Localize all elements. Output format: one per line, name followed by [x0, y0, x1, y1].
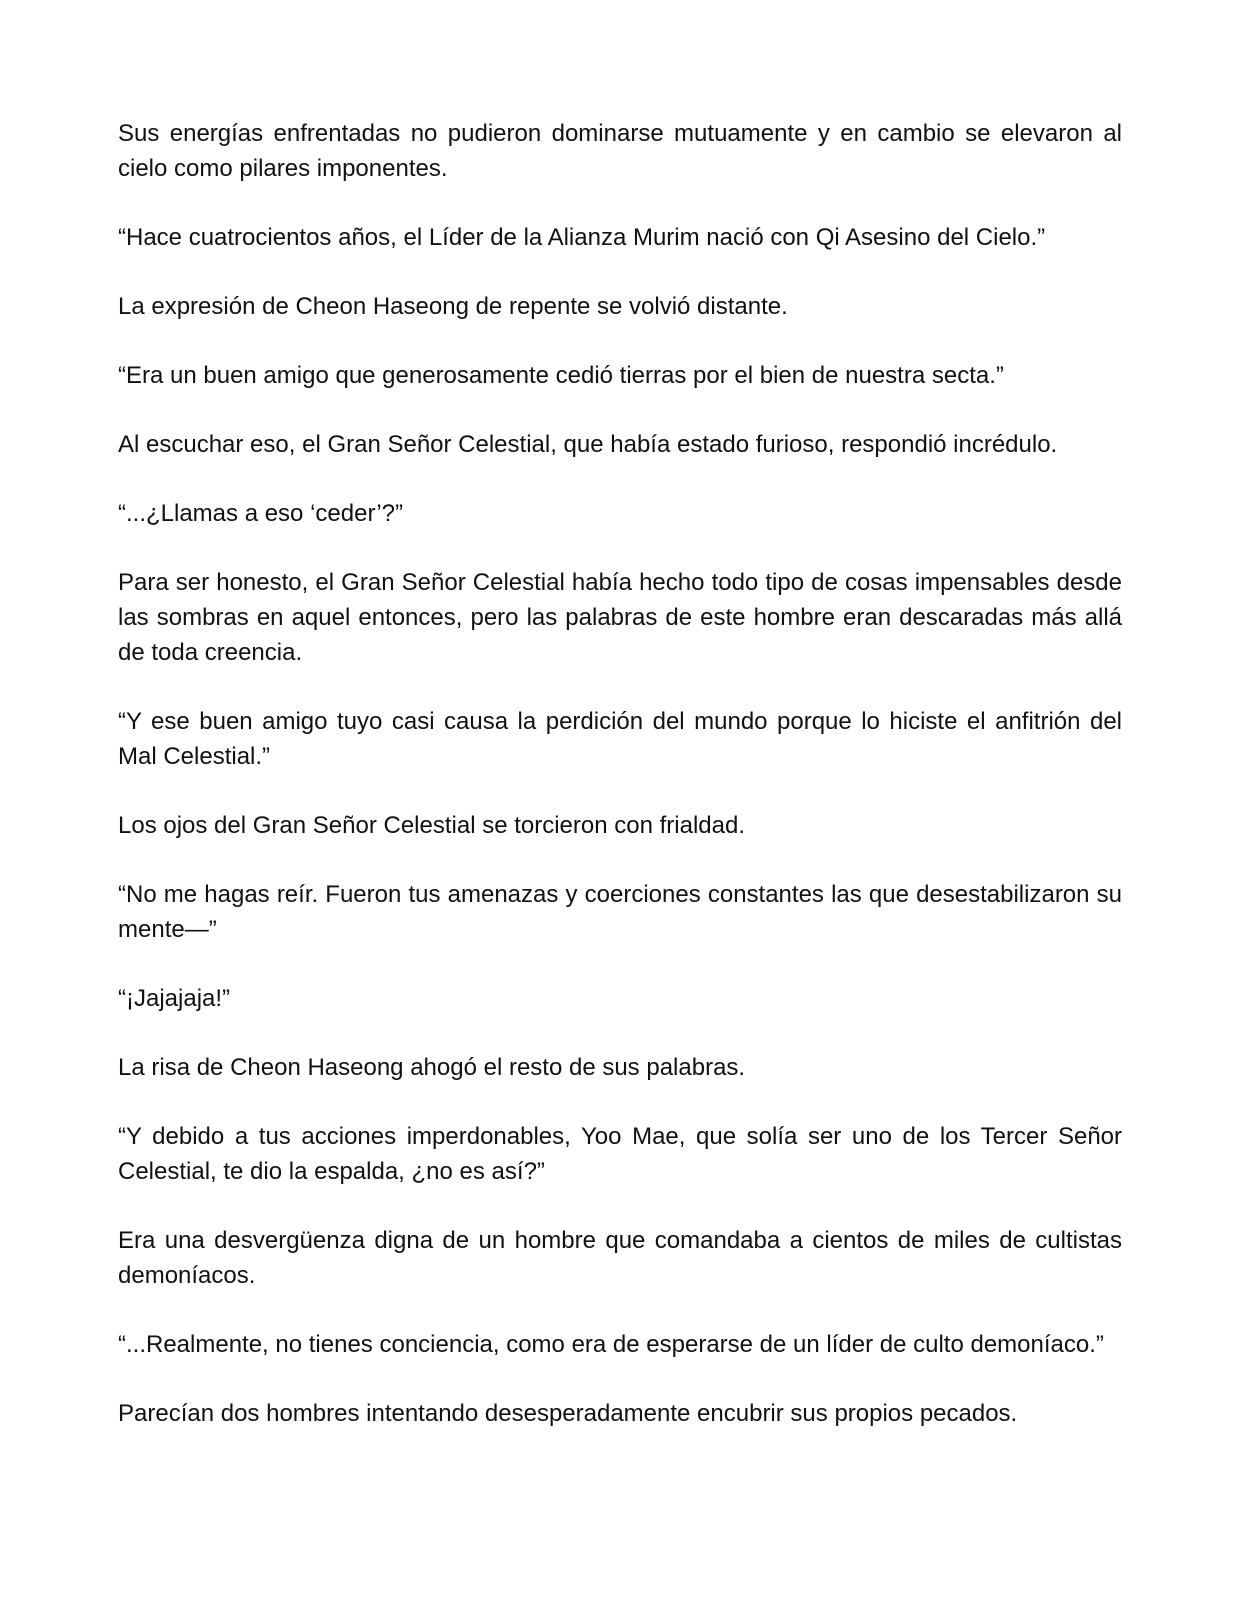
paragraph-8: “Y ese buen amigo tuyo casi causa la perdición del mundo porque lo hiciste el anfitrión del Mal Celestial.”	[118, 708, 1122, 770]
paragraph-6: “...¿Llamas a eso ‘ceder’?”	[118, 500, 403, 527]
paragraph-4: “Era un buen amigo que generosamente cedió tierras por el bien de nuestra secta.”	[118, 362, 1004, 389]
document-body	[118, 116, 1122, 1431]
paragraph-15: “...Realmente, no tienes conciencia, como era de esperarse de un líder de culto demoníaco.”	[118, 1331, 1104, 1358]
paragraph-12: La risa de Cheon Haseong ahogó el resto de sus palabras.	[118, 1054, 746, 1081]
paragraph-16: Parecían dos hombres intentando desesperadamente encubrir sus propios pecados.	[118, 1400, 1018, 1427]
paragraph-13: “Y debido a tus acciones imperdonables, Yoo Mae, que solía ser uno de los Tercer Señor Celestial, te dio la espalda, ¿no es así?”	[118, 1123, 1122, 1185]
paragraph-5: Al escuchar eso, el Gran Señor Celestial, que había estado furioso, respondió incrédulo.	[118, 431, 1058, 458]
paragraph-9: Los ojos del Gran Señor Celestial se torcieron con frialdad.	[118, 812, 745, 839]
paragraph-2: “Hace cuatrocientos años, el Líder de la Alianza Murim nació con Qi Asesino del Cielo.”	[118, 224, 1046, 251]
paragraph-10: “No me hagas reír. Fueron tus amenazas y coerciones constantes las que desestabilizaron su mente—”	[118, 881, 1122, 943]
paragraph-1: Sus energías enfrentadas no pudieron dominarse mutuamente y en cambio se elevaron al cielo como pilares imponentes.	[118, 120, 1122, 182]
paragraph-3: La expresión de Cheon Haseong de repente se volvió distante.	[118, 293, 788, 320]
paragraph-7: Para ser honesto, el Gran Señor Celestial había hecho todo tipo de cosas impensables desde las sombras en aquel entonces, pero las palabras de este hombre eran descaradas más allá de toda creencia.	[118, 569, 1122, 666]
paragraph-11: “¡Jajajaja!”	[118, 985, 231, 1012]
paragraph-14: Era una desvergüenza digna de un hombre que comandaba a cientos de miles de cultistas demoníacos.	[118, 1227, 1122, 1289]
